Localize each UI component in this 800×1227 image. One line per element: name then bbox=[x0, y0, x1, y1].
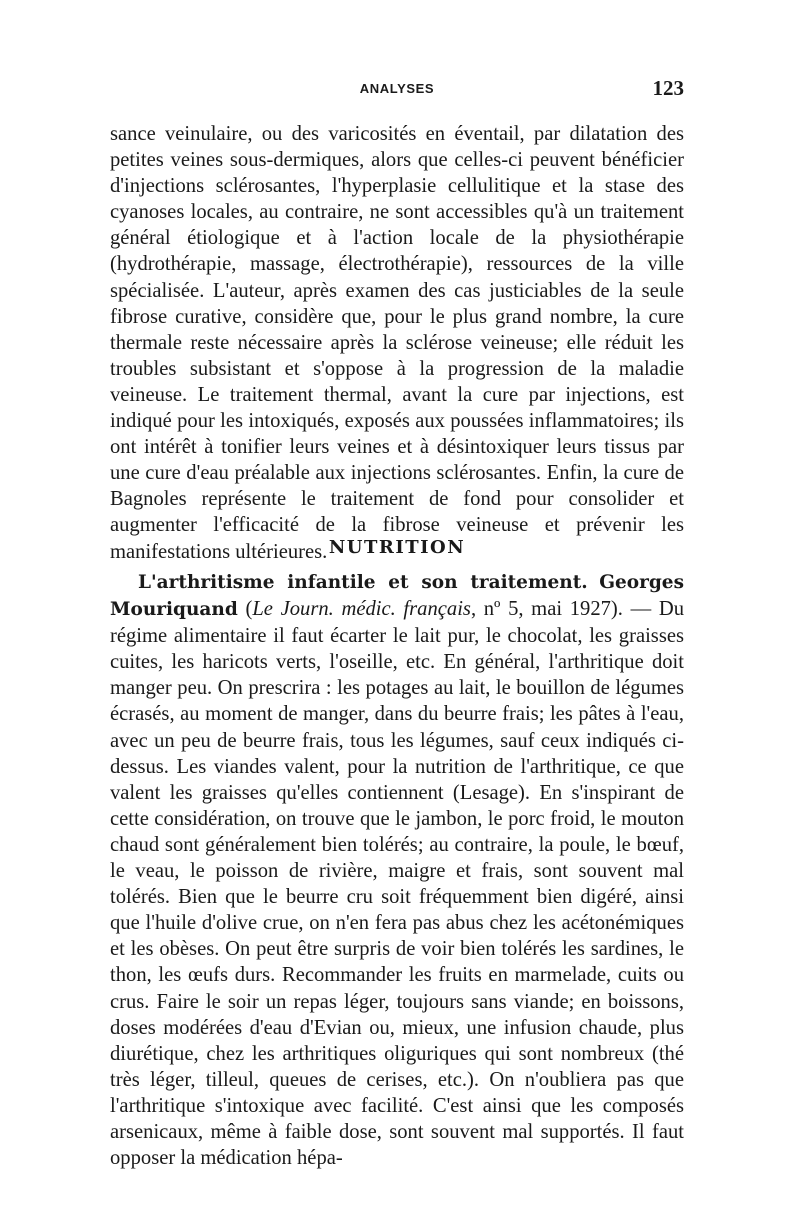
journal-name: Le Journ. médic. français bbox=[252, 598, 471, 621]
continued-paragraph bbox=[110, 121, 684, 565]
page-number: 123 bbox=[652, 76, 684, 100]
citation-open: ( bbox=[237, 598, 253, 621]
article-entry bbox=[110, 569, 684, 1171]
running-head bbox=[110, 76, 684, 100]
running-title: ANALYSES bbox=[359, 81, 435, 96]
paragraph-text: sance veinulaire, ou des varicosités en éventail, par dilatation des petites veines sous-dermiques, alors que celles-ci peuvent bénéficier d'injections sclérosantes, l'hyperplasie cellulitique et la stase des cyanoses locales, au contraire, ne sont accessibles qu'à un traitement général étiologique et à l'action locale de la physiothérapie (hydrothérapie, massage, électrothérapie), ressources de la ville spécialisée. L'auteur, après examen des cas justiciables de la seule fibrose curative, considère que, pour le plus grand nombre, la cure thermale reste nécessaire après la sclérose veineuse; elle réduit les troubles subsistant et s'oppose à la progression de la maladie veineuse. Le traitement thermal, avant la cure par injections, est indiqué pour les intoxiqués, exposés aux poussées inflammatoires; ils ont intérêt à tonifier leurs veines et à désintoxiquer leurs tissus par une cure d'eau préalable aux injections sclérosantes. Enfin, la cure de Bagnoles représente le traitement de fond pour consolider et augmenter l'efficacité de la fibrose veineuse et prévenir les manifestations ultérieures. bbox=[110, 123, 684, 563]
article-body: Du régime alimentaire il faut écarter le lait pur, le chocolat, les graisses cuites, les haricots verts, l'oseille, etc. En général, l'arthritique doit manger peu. On prescrira : les potages au lait, le bouillon de légumes écrasés, au moment de manger, dans du beurre frais; les pâtes à l'eau, avec un peu de beurre frais, tous les légumes, sauf ceux indiqués ci-dessus. Les viandes valent, pour la nutrition de l'arthritique, ce que valent les graisses qu'elles contiennent (Lesage). En s'inspirant de cette considération, on trouve que le jambon, le porc froid, le mouton chaud sont généralement bien tolérés; au contraire, la poule, le bœuf, le veau, le poisson de rivière, maigre et frais, sont souvent mal tolérés. Bien que le beurre cru soit fréquemment bien digéré, ainsi que l'huile d'olive crue, on n'en fera pas abus chez les acétonémiques et les obèses. On peut être surpris de voir bien tolérés les sardines, le thon, les œufs durs. Recommander les fruits en marmelade, cuits ou crus. Faire le soir un repas léger, toujours sans viande; en boissons, doses modérées d'eau d'Evian ou, mieux, une infusion chaude, plus diurétique, chez les arthritiques oliguriques qui sont nombreux (thé très léger, tilleul, queues de cerises, etc.). On n'oubliera pas que l'arthritique s'intoxique avec facilité. C'est ainsi que les composés arsenicaux, même à faible dose, sont souvent mal supportés. Il faut opposer la médication hépa- bbox=[110, 598, 685, 1170]
article-paragraph bbox=[110, 569, 684, 1171]
section-heading: NUTRITION bbox=[328, 537, 466, 558]
article-title: L'arthritisme infantile et son traitement. bbox=[138, 572, 588, 593]
citation-details: , nº 5, mai 1927). — bbox=[470, 598, 659, 621]
article-author: Georges Mouriquand bbox=[110, 572, 684, 621]
